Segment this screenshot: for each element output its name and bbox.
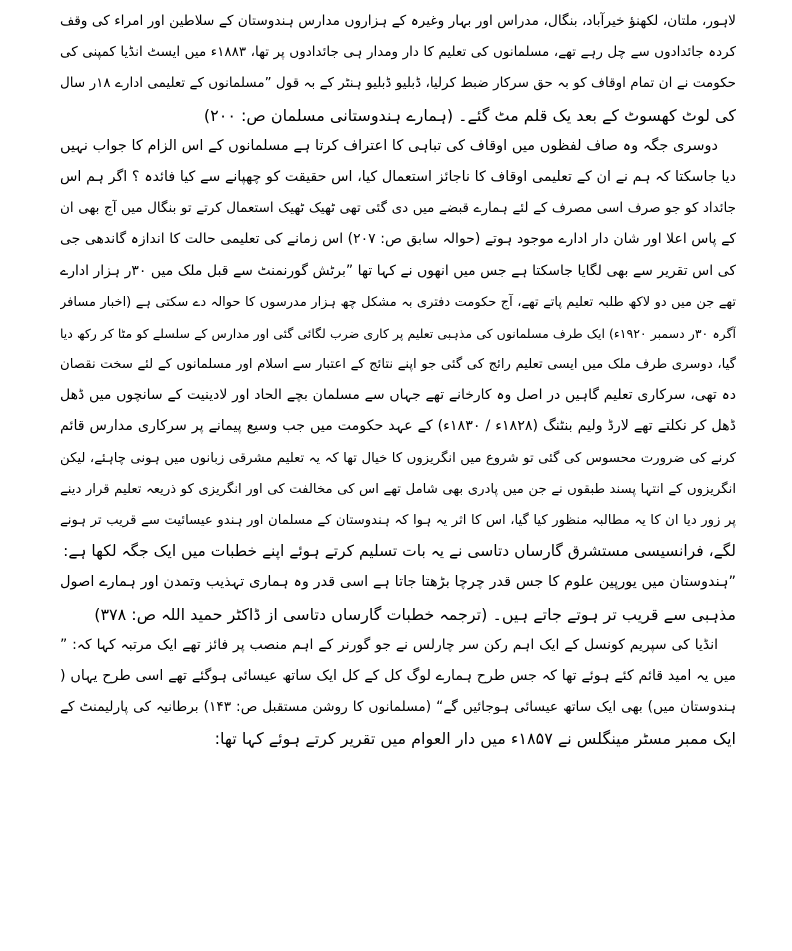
text-line-9: کی اس تقریر سے بھی لگایا جاسکتا ہے جس میں انھوں نے کہا تھا ”برٹش گورنمنٹ سے قبل ملک میں ۳۰ر ہزار ادارے xyxy=(60,262,736,279)
text-line-11: آگرہ ۳۰ر دسمبر ۱۹۲۰ء) ایک طرف مسلمانوں کی مذہبی تعلیم پر کاری ضرب لگائی گئی اور مدارس کے سلسلے کو مٹا کر رکھ دیا xyxy=(60,325,736,341)
text-line-3: حکومت نے ان تمام اوقاف کو بہ حق سرکار ضبط کرلیا، ڈبلیو ڈبلیو ہنٹر کے بہ قول ”مسلمانوں کے تعلیمی ادارے ۱۸ر سال xyxy=(60,75,736,92)
text-line-23: ہندوستان میں) بھی ایک ساتھ عیسائی ہوجائیں گے“ (مسلمانوں کا روشن مستقبل ص: ۱۴۳) برطانیہ کی پارلیمنٹ کے xyxy=(60,699,736,716)
text-line-7: جائداد کو جو صرف اسی مصرف کے لئے ہمارے قبضے میں دی گئی تھی ٹھیک ٹھیک استعمال کرتے تو بنگال میں آج بھی ان xyxy=(60,200,736,217)
text-line-1: لاہور، ملتان، لکھنؤ خیرآباد، بنگال، مدراس اور بہار وغیرہ کے ہزاروں مدارس ہندوستان کے سلاطین اور امراء کی وقف xyxy=(60,13,736,29)
text-line-22: میں یہ امید قائم کئے ہوئے تھا کہ جس طرح ہمارے لوگ کل کے کل ایک ساتھ عیسائی ہوگئے تھے اسی طرح یہاں ( xyxy=(60,667,736,684)
text-line-16: انگریزوں کے انتہا پسند طبقوں نے جن میں پادری بھی شامل تھے اس کی مخالفت کی اور انگریزی کو ذریعہ تعلیم قرار دینے xyxy=(60,481,736,497)
text-line-14: ڈھل کر نکلتے تھے لارڈ ولیم بنٹنگ (۱۸۲۸ء / ۱۸۳۰ء) کے عہد حکومت میں جب وسیع پیمانے پر سرکاری مدارس قائم xyxy=(60,418,736,435)
text-line-21: انڈیا کی سپریم کونسل کے ایک اہم رکن سر چارلس نے جو گورنر کے اہم منصب پر فائز تھے ایک مرتبہ کہا کہ: ” xyxy=(60,636,718,653)
text-line-13: دہ تھی، سرکاری تعلیم گاہیں در اصل وہ کارخانے تھے جہاں سے مسلمان بچے الحاد اور لادینیت کے سانچوں میں ڈھل xyxy=(60,387,736,404)
text-line-15: کرنے کی ضرورت محسوس کی گئی تو شروع میں انگریزوں کا خیال تھا کہ یہ تعلیم مشرقی زبانوں میں ہونی چاہئے، لیکن xyxy=(60,450,736,466)
text-line-2: کردہ جائدادوں سے چل رہے تھے، مسلمانوں کی تعلیم کا دار ومدار ہی جائدادوں پر تھا، ۱۸۸۳ء میں ایسٹ انڈیا کمپنی کی xyxy=(60,44,736,61)
quote-line-2: مذہبی سے قریب تر ہوتے جاتے ہیں۔ (ترجمہ خطبات گارساں دتاسی از ڈاکٹر حمید اللہ ص: ۳۷۸) xyxy=(94,604,736,624)
quote-line-1: ”ہندوستان میں یورپین علوم کا جس قدر چرچا بڑھتا جاتا ہے اسی قدر وہ ہماری تہذیب وتمدن اور ہمارے اصول xyxy=(60,574,736,591)
document-page xyxy=(60,6,736,755)
text-line-5: دوسری جگہ وہ صاف لفظوں میں اوقاف کی تباہی کا اعتراف کرتا ہے مسلمانوں کے اس الزام کا جواب نہیں xyxy=(60,137,718,154)
text-line-12: گیا، دوسری طرف ملک میں ایسی تعلیم رائج کی گئی جو اپنے نتائج کے اعتبار سے اسلام اور مسلمانوں کے لئے سخت نقصان xyxy=(60,357,736,373)
text-line-24: ایک ممبر مسٹر مینگلس نے ۱۸۵۷ء میں دار العوام میں تقریر کرتے ہوئے کہا تھا: xyxy=(214,729,736,749)
text-line-4: کی لوٹ کھسوٹ کے بعد یک قلم مٹ گئے۔ (ہمارے ہندوستانی مسلمان ص: ۲۰۰) xyxy=(203,105,736,125)
text-line-18: لگے، فرانسیسی مستشرق گارساں دتاسی نے یہ بات تسلیم کرتے ہوئے اپنے خطبات میں ایک جگہ لکھا ہے: xyxy=(63,542,736,561)
text-line-6: دیا جاسکتا کہ ہم نے ان کے تعلیمی اوقاف کا ناجائز استعمال کیا، اس حقیقت کو چھپانے سے کیا فائدہ ؟ اگر ہم اس xyxy=(60,168,736,185)
text-line-10: تھے جن میں دو لاکھ طلبہ تعلیم پاتے تھے، آج حکومت دفتری بہ مشکل چھ ہزار مدرسوں کا حوالہ دے سکتی ہے (اخبار مسافر xyxy=(60,294,736,310)
text-line-17: پر زور دیا ان کا یہ مطالبہ منظور کیا گیا، اس کا اثر یہ ہوا کہ ہندوستان کے مسلمان اور ہندو عیسائیت سے قریب تر ہونے xyxy=(60,513,736,528)
text-line-8: کے پاس اعلا اور شان دار ادارے موجود ہوتے (حوالہ سابق ص: ۲۰۷) اس زمانے کی تعلیمی حالت کا اندازہ گاندھی جی xyxy=(60,231,736,248)
